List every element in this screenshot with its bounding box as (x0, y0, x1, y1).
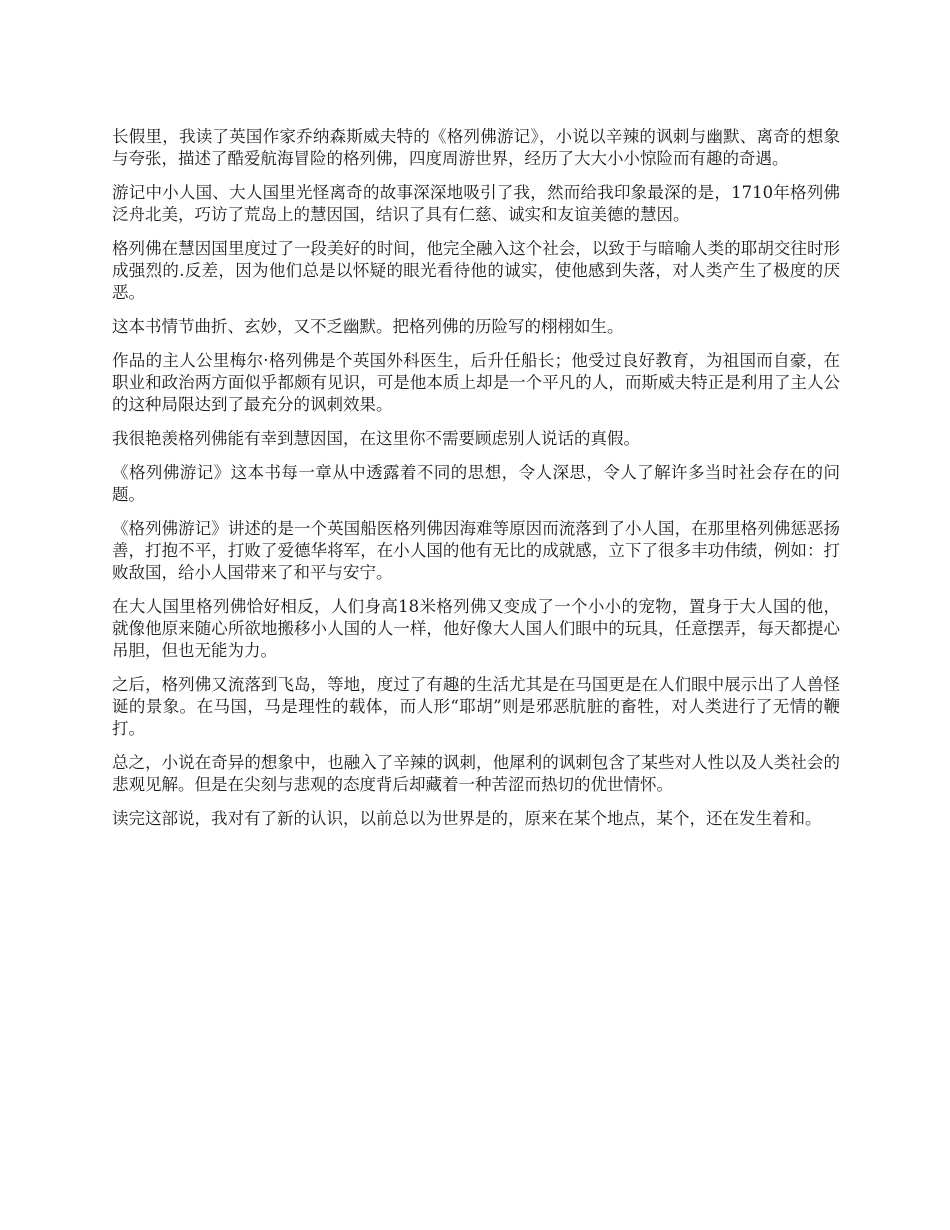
paragraph-3: 格列佛在慧因国里度过了一段美好的时间，他完全融入这个社会，以致于与暗喻人类的耶胡交往时形成强烈的.反差，因为他们总是以怀疑的眼光看待他的诚实，使他感到失落，对人类产生了极度的厌恶。 (112, 239, 840, 302)
paragraph-5: 作品的主人公里梅尔·格列佛是个英国外科医生，后升任船长；他受过良好教育，为祖国而自豪，在职业和政治两方面似乎都颇有见识，可是他本质上却是一个平凡的人，而斯威夫特正是利用了主人公的这种局限达到了最充分的讽刺效果。 (112, 351, 840, 414)
paragraph-12: 读完这部说，我对有了新的认识，以前总以为世界是的，原来在某个地点，某个，还在发生着和。 (112, 809, 822, 828)
paragraph-7: 《格列佛游记》这本书每一章从中透露着不同的思想，令人深思，令人了解许多当时社会存在的问题。 (112, 463, 840, 504)
paragraph-4: 这本书情节曲折、玄妙，又不乏幽默。把格列佛的历险写的栩栩如生。 (112, 317, 624, 336)
paragraph-1: 长假里，我读了英国作家乔纳森斯威夫特的《格列佛游记》，小说以辛辣的讽刺与幽默、离奇的想象与夸张，描述了酷爱航海冒险的格列佛，四度周游世界，经历了大大小小惊险而有趣的奇遇。 (112, 127, 840, 168)
paragraph-11: 总之，小说在奇异的想象中，也融入了辛辣的讽刺，他犀利的讽刺包含了某些对人性以及人类社会的悲观见解。但是在尖刻与悲观的态度背后却藏着一种苦涩而热切的优世情怀。 (112, 753, 840, 794)
paragraph-6: 我很艳羡格列佛能有幸到慧因国，在这里你不需要顾虑别人说话的真假。 (112, 429, 640, 448)
paragraph-2: 游记中小人国、大人国里光怪离奇的故事深深地吸引了我，然而给我印象最深的是，1710年格列佛泛舟北美，巧访了荒岛上的慧因国，结识了具有仁慈、诚实和友谊美德的慧因。 (112, 183, 840, 224)
paragraph-9: 在大人国里格列佛恰好相反，人们身高18米格列佛又变成了一个小小的宠物，置身于大人国的他，就像他原来随心所欲地搬移小人国的人一样，他好像大人国人们眼中的玩具，任意摆弄，每天都提心吊胆，但也无能为力。 (112, 597, 840, 660)
paragraph-10: 之后，格列佛又流落到飞岛，等地，度过了有趣的生活尤其是在马国更是在人们眼中展示出了人兽怪诞的景象。在马国，马是理性的载体，而人形“耶胡”则是邪恶肮脏的畜牲，对人类进行了无情的鞭打。 (112, 675, 840, 738)
document-body (112, 126, 840, 842)
paragraph-8: 《格列佛游记》讲述的是一个英国船医格列佛因海难等原因而流落到了小人国，在那里格列佛惩恶扬善，打抱不平，打败了爱德华将军，在小人国的他有无比的成就感，立下了很多丰功伟绩，例如：打败敌国，给小人国带来了和平与安宁。 (112, 519, 840, 582)
